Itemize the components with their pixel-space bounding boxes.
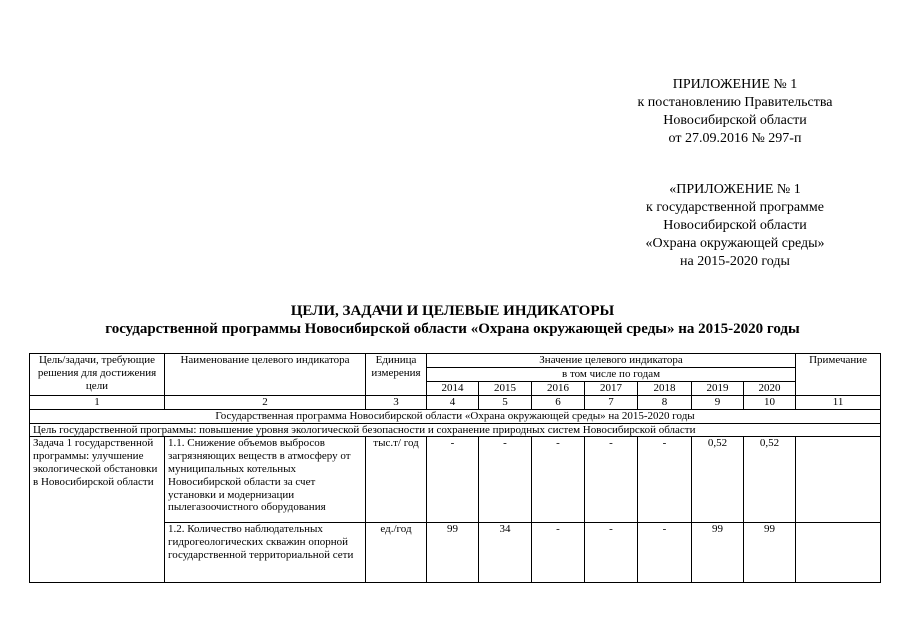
appendix-line: к государственной программе [646, 200, 824, 215]
indicator-name: 1.2. Количество наблюдательных гидрогеологических скважин опорной государственной территориальной сети [165, 523, 366, 583]
document-title: ЦЕЛИ, ЗАДАЧИ И ЦЕЛЕВЫЕ ИНДИКАТОРЫ [290, 303, 615, 319]
value-cell: 99 [427, 523, 479, 583]
header-indicator: Наименование целевого индикатора [165, 354, 366, 396]
value-cell: - [479, 437, 532, 523]
header-unit: Единица измерения [366, 354, 427, 396]
column-number: 3 [366, 396, 427, 410]
column-number: 11 [796, 396, 881, 410]
column-number: 7 [585, 396, 638, 410]
appendix-line: от 27.09.2016 № 297-п [668, 131, 802, 146]
appendix-header-program [595, 181, 875, 271]
document-subtitle: государственной программы Новосибирской области «Охрана окружающей среды» на 2015-2020 годы [105, 321, 800, 337]
value-cell: 34 [479, 523, 532, 583]
header-value: Значение целевого индикатора [427, 354, 796, 368]
appendix-line: Новосибирской области [663, 113, 807, 128]
column-number: 1 [30, 396, 165, 410]
column-number: 9 [692, 396, 744, 410]
header-year: 2017 [585, 382, 638, 396]
header-year: 2015 [479, 382, 532, 396]
value-cell: 0,52 [692, 437, 744, 523]
appendix-header-resolution [595, 76, 875, 148]
column-number: 6 [532, 396, 585, 410]
column-number: 10 [744, 396, 796, 410]
note-cell [796, 437, 881, 523]
value-cell: - [638, 523, 692, 583]
value-cell: - [585, 437, 638, 523]
indicator-unit: тыс.т/ год [366, 437, 427, 523]
program-row: Государственная программа Новосибирской области «Охрана окружающей среды» на 2015-2020 годы [30, 409, 881, 423]
value-cell: 99 [692, 523, 744, 583]
column-number: 4 [427, 396, 479, 410]
indicator-name: 1.1. Снижение объемов выбросов загрязняющих веществ в атмосферу от муниципальных котельных Новосибирской области за счет установки и модернизации пылегазоочистного оборудования [165, 437, 366, 523]
value-cell: - [427, 437, 479, 523]
appendix-line: ПРИЛОЖЕНИЕ № 1 [672, 77, 798, 92]
header-year: 2016 [532, 382, 585, 396]
appendix-line: к постановлению Правительства [637, 95, 833, 110]
value-cell: - [532, 437, 585, 523]
goal-row: Цель государственной программы: повышение уровня экологической безопасности и сохранение природных систем Новосибирской области [30, 423, 881, 437]
appendix-line: Новосибирской области [663, 218, 807, 233]
value-cell: 99 [744, 523, 796, 583]
value-cell: 0,52 [744, 437, 796, 523]
header-year: 2020 [744, 382, 796, 396]
note-cell [796, 523, 881, 583]
column-number: 8 [638, 396, 692, 410]
indicator-unit: ед./год [366, 523, 427, 583]
value-cell: - [638, 437, 692, 523]
header-goal: Цель/задачи, требующие решения для достижения цели [30, 354, 165, 396]
value-cell: - [585, 523, 638, 583]
header-note: Примечание [796, 354, 881, 396]
column-number: 5 [479, 396, 532, 410]
header-by-years: в том числе по годам [427, 368, 796, 382]
task-cell: Задача 1 государственной программы: улучшение экологической обстановки в Новосибирской области [30, 437, 165, 583]
header-year: 2018 [638, 382, 692, 396]
appendix-line: «ПРИЛОЖЕНИЕ № 1 [669, 182, 801, 197]
appendix-line: на 2015-2020 годы [680, 254, 790, 269]
header-year: 2019 [692, 382, 744, 396]
appendix-line: «Охрана окружающей среды» [645, 236, 825, 251]
header-year: 2014 [427, 382, 479, 396]
value-cell: - [532, 523, 585, 583]
column-number: 2 [165, 396, 366, 410]
indicators-table [29, 353, 881, 583]
